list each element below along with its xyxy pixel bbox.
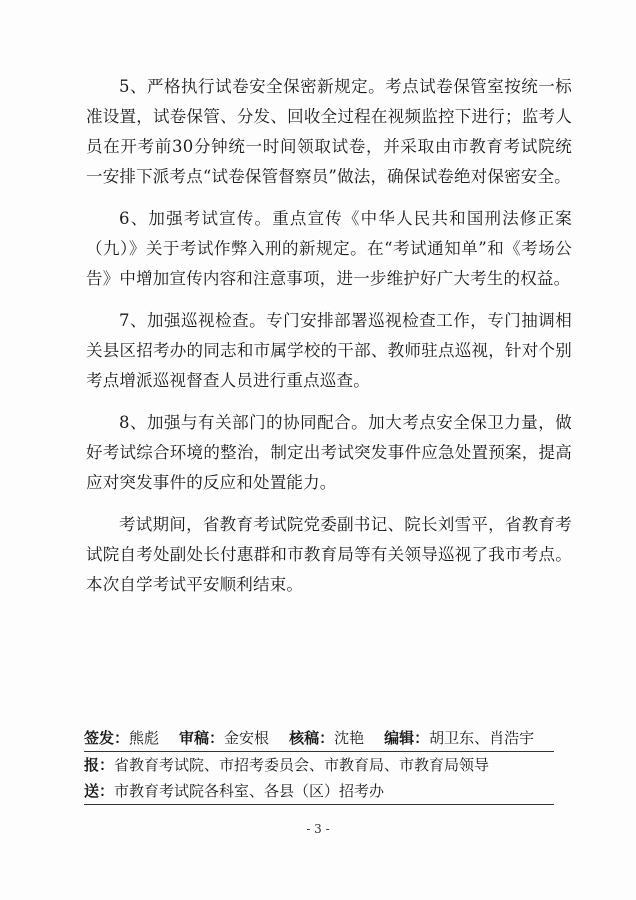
send-label: 送： bbox=[84, 782, 115, 800]
paragraph-item-6: 6、加强考试宣传。重点宣传《中华人民共和国刑法修正案（九）》关于考试作弊入刑的新规定。在“考试通知单”和《考场公告》中增加宣传内容和注意事项，进一步维护好广大考生的权益。 bbox=[86, 209, 572, 288]
sign-name: 熊彪 bbox=[129, 729, 160, 747]
report-to-line bbox=[84, 752, 554, 778]
paragraph-closing: 考试期间，省教育考试院党委副书记、院长刘雪平，省教育考试院自考处副处长付惠群和市教育局等有关领导巡视了我市考点。本次自学考试平安顺利结束。 bbox=[86, 515, 572, 594]
edit-name: 胡卫东、肖浩宇 bbox=[429, 729, 535, 747]
check-label: 核稿： bbox=[289, 729, 335, 747]
send-to-line bbox=[84, 778, 554, 805]
check-name: 沈艳 bbox=[334, 729, 365, 747]
paragraph-item-7: 7、加强巡视检查。专门安排部署巡视检查工作，专门抽调相关县区招考办的同志和市属学校的干部、教师驻点巡视，针对个别考点增派巡视督查人员进行重点巡查。 bbox=[86, 311, 572, 390]
report-label: 报： bbox=[84, 756, 115, 774]
document-body bbox=[86, 72, 572, 612]
review-name: 金安根 bbox=[224, 729, 270, 747]
edit-label: 编辑： bbox=[384, 729, 430, 747]
sign-label: 签发： bbox=[84, 729, 130, 747]
distribution-footer bbox=[84, 725, 554, 805]
report-recipients: 省教育考试院、市招考委员会、市教育局、市教育局领导 bbox=[114, 756, 490, 774]
review-label: 审稿： bbox=[179, 729, 225, 747]
paragraph-item-5: 5、严格执行试卷安全保密新规定。考点试卷保管室按统一标准设置，试卷保管、分发、回收全过程在视频监控下进行；监考人员在开考前30分钟统一时间领取试卷，并采取由市教育考试院统一安排下派考点“试卷保管督察员”做法，确保试卷绝对保密安全。 bbox=[86, 77, 572, 186]
paragraph-item-8: 8、加强与有关部门的协同配合。加大考点安全保卫力量，做好考试综合环境的整治，制定出考试突发事件应急处置预案，提高应对突发事件的反应和处置能力。 bbox=[86, 413, 572, 492]
page-number: - 3 - bbox=[306, 822, 330, 836]
editorial-credits-line bbox=[84, 725, 554, 752]
send-recipients: 市教育考试院各科室、各县（区）招考办 bbox=[114, 782, 385, 800]
